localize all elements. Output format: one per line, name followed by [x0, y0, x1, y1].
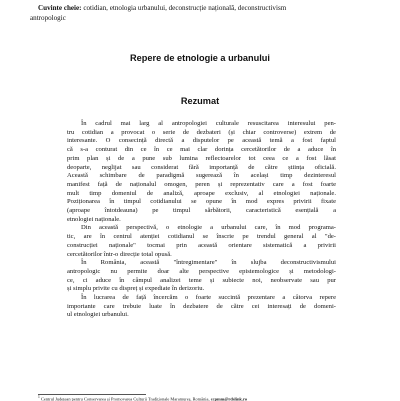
abstract-line: mult timp domeniul de analiză, aproape exclusiv, al etnologiei naționale.	[67, 189, 336, 197]
keywords-text-continued: antropologic	[30, 13, 66, 22]
abstract-line: antropologic nu permite doar alte perspective epistemologice și metodologi-	[67, 267, 336, 275]
keywords-block	[30, 4, 368, 23]
abstract-line: În cadrul mai larg al antropologiei culturale resuscitarea interesului pen-	[81, 120, 336, 127]
abstract-line: Această schimbare de paradigmă sugerează în același timp dezinteresul	[67, 172, 336, 180]
footnote-text: Centrul Județean pentru Conservarea și Promovarea Culturii Tradiționale Maramureș, România,	[40, 396, 210, 401]
abstract-line: că s-a conturat din ce în ce mai clar dorința cercetătorilor de a aduce în	[67, 146, 336, 154]
article-title: Repere de etnologie a urbanului	[130, 53, 270, 63]
abstract-line: tru cotidian a provocat o serie de dezbateri (și chiar controverse) extrem de	[67, 128, 336, 136]
abstract-paragraph	[67, 294, 336, 320]
abstract-line: interesante. O consecință directă a disputelor pe această temă a fost faptul	[67, 137, 336, 145]
abstract-paragraph	[67, 120, 336, 224]
abstract-line: (aproape întotdeauna) pe timpul sărbătorii, caracteristică esențială a	[67, 207, 336, 215]
section-heading: Rezumat	[180, 96, 220, 106]
abstract-line: În lucrarea de față încercăm o foarte succintă prezentare a câtorva repere	[81, 294, 336, 302]
abstract-line: ce, ci aduce în câmpul analizei teme și subiecte noi, neobservate sau pur	[67, 276, 336, 284]
abstract-line: deoparte, neglijat sau considerat fără importanță de către știința oficială.	[67, 163, 336, 171]
abstract-line: importante care trebuie luate în dezbatere de către cei interesați de domeni-	[67, 302, 336, 310]
abstract-line: prim plan și de a pune sub lumina reflectoarelor tot ceea ce a fost lăsat	[67, 154, 336, 162]
abstract-line: cercetătorilor într-o direcție total opusă.	[67, 250, 172, 258]
abstract-line: construcției naționale" tocmai prin această orientare sistematică a privirii	[67, 241, 336, 249]
abstract-body	[67, 120, 336, 320]
footnote	[38, 395, 368, 401]
abstract-line: manifest față de naționalul omogen, peren și reprezentativ care a fost foarte	[67, 180, 336, 188]
footnote-email: ccpmm@rdslink.ro	[210, 396, 248, 401]
abstract-line: etnologiei naționale.	[67, 215, 121, 223]
abstract-line: ul etnologiei urbanului.	[67, 311, 129, 319]
keywords-label: Cuvinte cheie:	[38, 4, 82, 12]
footnote-marker: 1	[38, 395, 40, 399]
abstract-line: tic, are în centrul atenției cotidianul se înscrie pe trendul general al "de-	[67, 233, 336, 241]
abstract-line: În România, această "întregimentare" în slujba deconstructivismului	[81, 259, 336, 267]
abstract-line: și simplu privite cu dispreț și expediate în derizoriu.	[67, 285, 205, 293]
abstract-line: Din această perspectivă, o etnologie a urbanului care, în mod programa-	[81, 224, 336, 232]
keywords-text: cotidian, etnologia urbanului, deconstrucție națională, deconstructivism	[83, 4, 287, 12]
abstract-paragraph	[67, 259, 336, 294]
abstract-paragraph	[67, 224, 336, 259]
abstract-line: Poziționarea în timpul cotidianului se opune în mod expres privirii fixate	[67, 198, 336, 206]
